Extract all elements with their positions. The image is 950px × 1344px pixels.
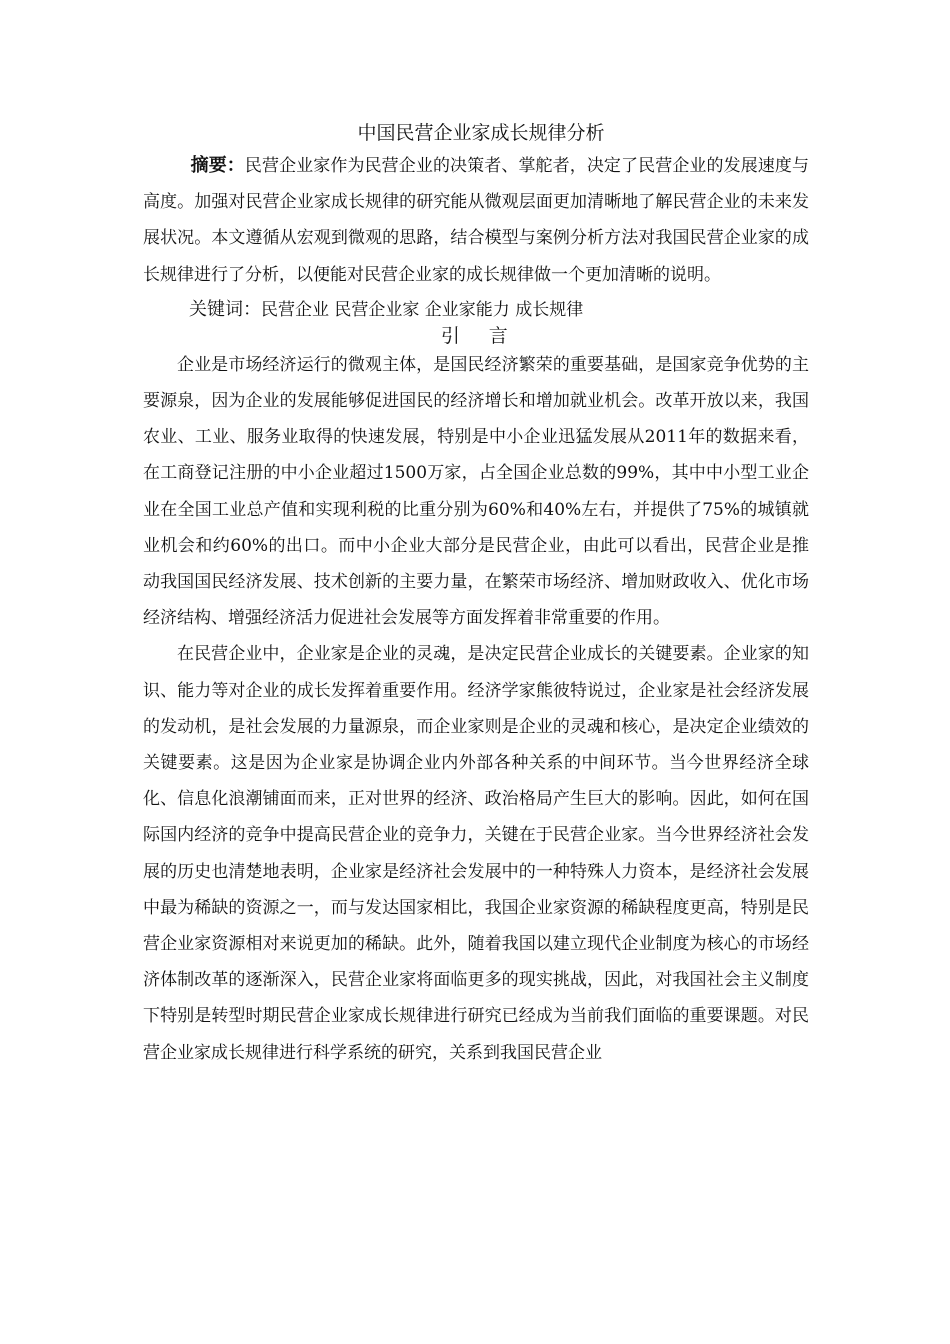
body-paragraph-2: 在民营企业中，企业家是企业的灵魂，是决定民营企业成长的关键要素。企业家的知识、能力等对企业的成长发挥着重要作用。经济学家熊彼特说过，企业家是社会经济发展的发动机，是社会发展的力量源泉，而企业家则是企业的灵魂和核心，是决定企业绩效的关键要素。这是因为企业家是协调企业内外部各种关系的中间环节。当今世界经济全球化、信息化浪潮铺面而来，正对世界的经济、政治格局产生巨大的影响。因此，如何在国际国内经济的竞争中提高民营企业的竞争力，关键在于民营企业家。当今世界经济社会发展的历史也清楚地表明，企业家是经济社会发展中的一种特殊人力资本，是经济社会发展中最为稀缺的资源之一，而与发达国家相比，我国企业家资源的稀缺程度更高，特别是民营企业家资源相对来说更加的稀缺。此外，随着我国以建立现代企业制度为核心的市场经济体制改革的逐渐深入，民营企业家将面临更多的现实挑战，因此，对我国社会主义制度下特别是转型时期民营企业家成长规律进行研究已经成为当前我们面临的重要课题。对民营企业家成长规律进行科学系统的研究，关系到我国民营企业 [143,644,809,1063]
body-paragraph-1: 企业是市场经济运行的微观主体，是国民经济繁荣的重要基础，是国家竞争优势的主要源泉，因为企业的发展能够促进国民的经济增长和增加就业机会。改革开放以来，我国农业、工业、服务业取得的快速发展，特别是中小企业迅猛发展从2011年的数据来看，在工商登记注册的中小企业超过1500万家，占全国企业总数的99%，其中中小型工业企业在全国工业总产值和实现利税的比重分别为60%和40%左右，并提供了75%的城镇就业机会和约60%的出口。而中小企业大部分是民营企业，由此可以看出，民营企业是推动我国国民经济发展、技术创新的主要力量，在繁荣市场经济、增加财政收入、优化市场经济结构、增强经济活力促进社会发展等方面发挥着非常重要的作用。 [143,354,809,629]
keywords-text: 民营企业 民营企业家 企业家能力 成长规律 [261,299,584,320]
section-heading: 引 言 [440,324,520,347]
keywords-label: 关键词： [189,298,261,320]
abstract-label: 摘要： [190,155,245,176]
keywords-line [143,295,809,325]
abstract-text: 民营企业家作为民营企业的决策者、掌舵者，决定了民营企业的发展速度与高度。加强对民营企业家成长规律的研究能从微观层面更加清晰地了解民营企业的未来发展状况。本文遵循从宏观到微观的思路，结合模型与案例分析方法对我国民营企业家的成长规律进行了分析，以便能对民营企业家的成长规律做一个更加清晰的说明。 [143,156,810,285]
abstract-paragraph [143,148,809,293]
document-title: 中国民营企业家成长规律分析 [357,122,605,144]
document-body [143,118,809,1071]
